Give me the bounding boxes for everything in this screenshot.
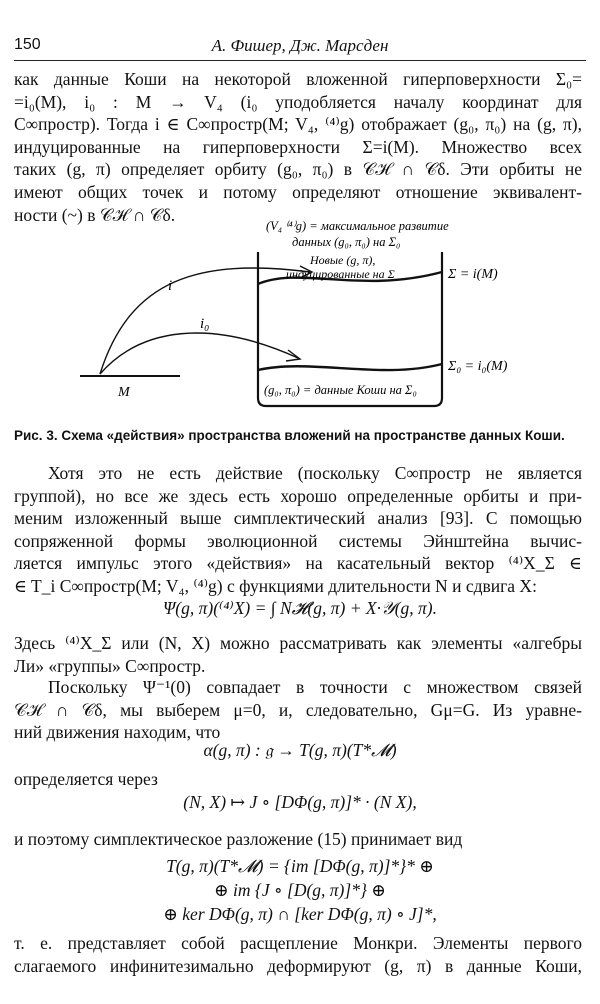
text-line: ∈ T_i C∞простр(M; V₄, ⁽⁴⁾g) с функциями длительности N и сдвига X: — [14, 575, 537, 596]
equation-decomposition-3: ⊕ ker DΦ(g, π) ∩ [ker DΦ(g, π) ∘ J]*, — [163, 904, 437, 924]
text-line: Хотя это не есть действие (поскольку C∞простр не является — [48, 463, 582, 483]
header-rule — [14, 60, 586, 61]
text-line: и поэтому симплектическое разложение (15) принимает вид — [14, 829, 463, 849]
embedding-action-figure — [60, 208, 560, 420]
text-line: индуцированные на гиперповерхности Σ=i(M). Множество всех — [14, 136, 582, 157]
label-cauchy-data: (g₀, π₀) = данные Коши на Σ₀ — [264, 383, 417, 397]
text-line: ляется импульс этого «действия» на касательный вектор ⁽⁴⁾X_Σ ∈ — [14, 553, 582, 574]
text-line: т. е. представляет собой расщепление Монкри. Элементы первого — [14, 933, 582, 953]
paragraph-3 — [14, 632, 582, 677]
text-line: имеют общих точек и потому определяют отношение эквивалент- — [14, 181, 582, 202]
running-title: А. Фишер, Дж. Марсден — [211, 36, 389, 55]
equation-momentum: Ψ(g, π)(⁽⁴⁾X) = ∫ N𝓗(g, π) + X·𝒴(g, π). — [162, 598, 437, 618]
label-sigma-eq: Σ = i(M) — [448, 267, 498, 282]
text-line: как данные Коши на некоторой вложенной гиперповерхности Σ₀= — [14, 69, 582, 89]
page-header — [14, 36, 586, 58]
hypersurface-sigma0 — [258, 364, 442, 370]
text-line: меним изложенный выше симплектический анализ [93]. С помощью — [14, 508, 582, 529]
text-line: Ли» «группы» C∞простр. — [14, 655, 206, 676]
text-line: Поскольку Ψ⁻¹(0) совпадает в точности с множеством связей — [48, 677, 582, 697]
label-i: i — [168, 278, 173, 294]
text-line: определяется через — [14, 769, 158, 789]
equation-decomposition-1: T(g, π)(T*𝓜) = {im [DΦ(g, π)]*}* ⊕ — [166, 856, 434, 876]
text-line: ности (~) в 𝒞ℋ ∩ 𝒞δ. — [14, 204, 176, 225]
label-induced-on-sigma: индуцированные на Σ — [286, 267, 395, 281]
text-line: слагаемого инфинитезимально деформируют (g, π) в данные Коши, — [14, 955, 582, 976]
label-sigma0-eq: Σ₀ = i₀(M) — [448, 359, 508, 374]
text-line: сопряженной формы эволюционной системы Эйнштейна вычис- — [14, 530, 582, 551]
paragraph-2 — [14, 462, 582, 598]
text-line: 𝒞ℋ ∩ 𝒞δ, мы выберем μ=0, и, следовательно, Gμ=G. Из уравне- — [14, 699, 582, 720]
equation-map: (N, X) ↦ J ∘ [DΦ(g, π)]* · (N X), — [183, 792, 417, 812]
label-m: M — [118, 385, 130, 400]
text-line: таких (g, π) определяет орбиту (g₀, π₀) в 𝒞ℋ ∩ 𝒞δ. Эти орбиты не — [14, 159, 582, 180]
text-decomposition — [14, 828, 582, 851]
text-line: Здесь ⁽⁴⁾X_Σ или (N, X) можно рассматривать как элементы «алгебры — [14, 633, 582, 653]
text-defined-by — [14, 768, 582, 791]
text-line: =i₀(M), i₀ : M → V₄ (i₀ уподобляется началу координат для — [14, 91, 582, 112]
text-line: группой), но все же здесь есть хорошо определенные орбиты и при- — [14, 485, 582, 506]
page-number: 150 — [14, 36, 41, 53]
figure-caption: Рис. 3. Схема «действия» пространства вложений на пространстве данных Коши. — [14, 428, 565, 443]
label-new-data: Новые (g, π), — [310, 253, 376, 267]
equation-alpha: α(g, π) : 𝔤 → T(g, π)(T*𝓜) — [203, 740, 397, 760]
text-line: C∞простр). Тогда i ∈ C∞простр(M; V₄, ⁽⁴⁾g) отображает (g₀, π₀) на (g, π), — [14, 114, 582, 135]
label-i0: i₀ — [200, 316, 210, 332]
text-line: ний движения находим, что — [14, 722, 221, 743]
label-max-development: (V₄ ⁽⁴⁾g) = максимальное развитие — [266, 219, 449, 233]
paragraph-5 — [14, 932, 582, 977]
label-data-on-sigma0: данных (g₀, π₀) на Σ₀ — [292, 235, 401, 249]
paragraph-1 — [14, 68, 582, 226]
paragraph-4 — [14, 676, 582, 744]
equation-decomposition-2: ⊕ im {J ∘ [D(g, π)]*} ⊕ — [214, 880, 386, 900]
